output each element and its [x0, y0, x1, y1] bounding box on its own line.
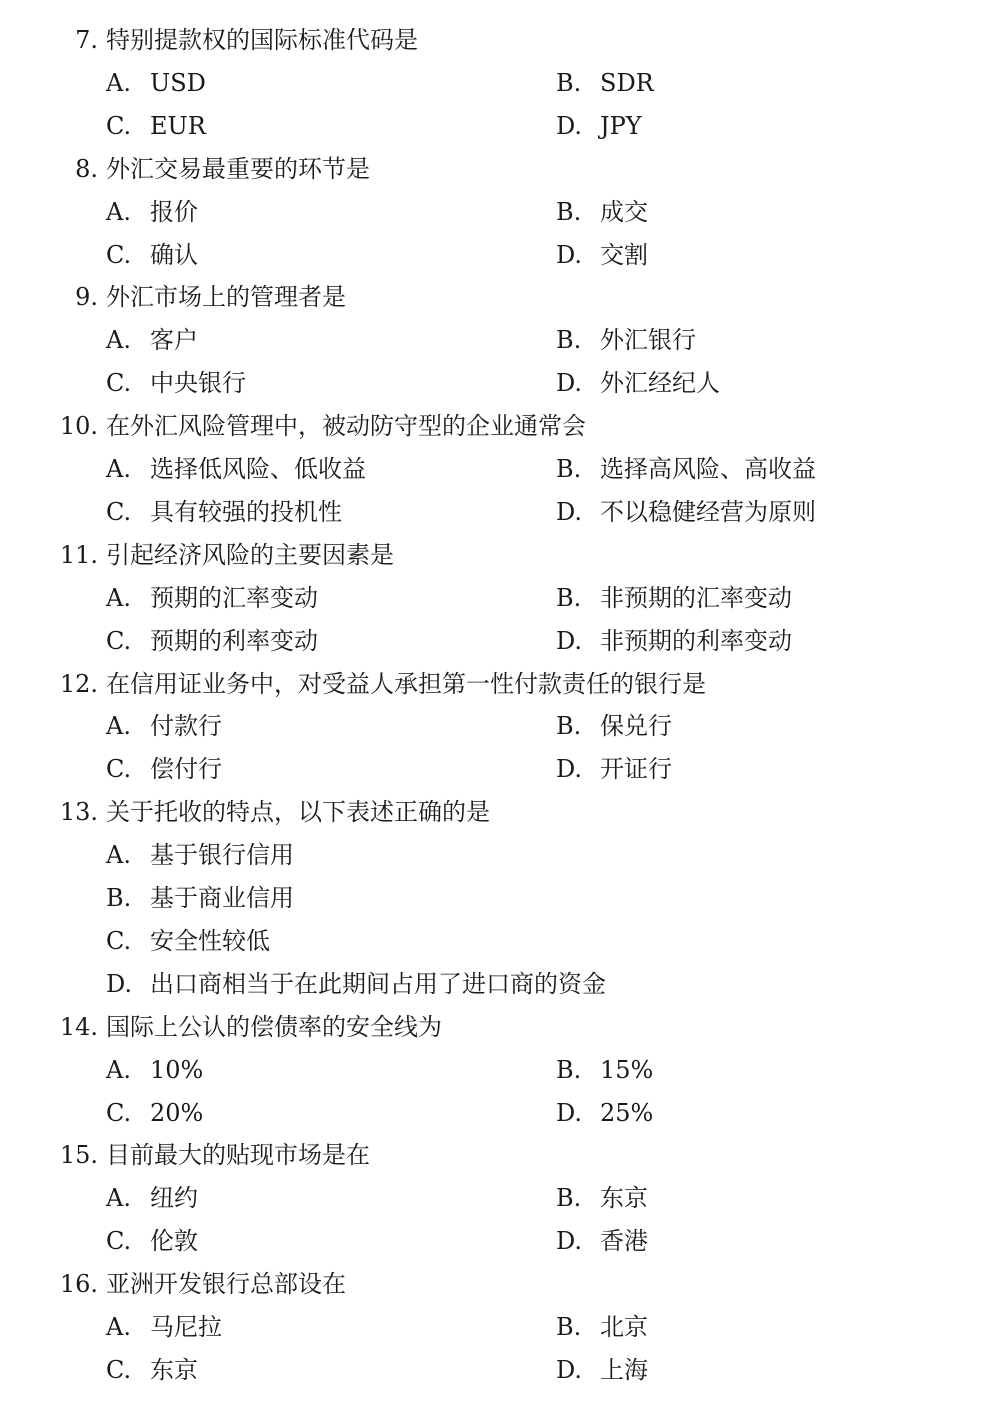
option	[106, 65, 206, 101]
option-label: B.	[556, 583, 582, 612]
question-stem: 国际上公认的偿债率的安全线为	[106, 1012, 442, 1041]
option-text: 成交	[600, 197, 648, 226]
option-label: C.	[106, 369, 132, 398]
option-text: 预期的利率变动	[150, 626, 318, 655]
option-label: D.	[556, 497, 583, 526]
option-label: C.	[106, 1098, 132, 1127]
option-text: 10%	[150, 1055, 204, 1084]
option-label: A.	[106, 841, 131, 870]
option	[106, 1180, 198, 1216]
option-label: B.	[556, 455, 582, 483]
option-label: C.	[106, 111, 132, 140]
option-text: EUR	[150, 111, 206, 140]
option	[556, 1223, 648, 1259]
question-number: 14.	[59, 1012, 98, 1041]
option-label: D.	[556, 240, 583, 269]
option-label: A.	[106, 583, 131, 612]
option-label: A.	[106, 1313, 131, 1341]
option-text: 中央银行	[150, 369, 246, 398]
option	[106, 880, 294, 916]
option-label: B.	[556, 68, 582, 97]
question-line	[0, 1137, 1000, 1173]
question-stem: 在信用证业务中，对受益人承担第一性付款责任的银行是	[106, 669, 706, 698]
option	[106, 1352, 198, 1388]
question-stem: 特别提款权的国际标准代码是	[106, 26, 418, 54]
option-text: 基于商业信用	[150, 884, 294, 912]
option-text: 北京	[600, 1313, 648, 1341]
question-line	[0, 22, 1000, 58]
option-text: 东京	[600, 1184, 648, 1213]
question-line	[0, 1009, 1000, 1045]
option-label: B.	[556, 197, 582, 226]
question-number: 11.	[59, 540, 98, 569]
question-stem: 外汇交易最重要的环节是	[106, 154, 370, 183]
option-text: SDR	[600, 68, 654, 97]
option	[106, 580, 318, 616]
option-text: 出口商相当于在此期间占用了进口商的资金	[150, 969, 606, 998]
option-label: C.	[106, 926, 132, 955]
option-text: 纽约	[150, 1184, 198, 1213]
option-label: C.	[106, 1355, 132, 1384]
option	[106, 1223, 198, 1259]
question-stem: 目前最大的贴现市场是在	[106, 1141, 370, 1170]
option-label: A.	[106, 1184, 131, 1213]
option-text: 不以稳健经营为原则	[600, 497, 816, 526]
option-text: 保兑行	[600, 712, 672, 741]
option-label: D.	[556, 1227, 583, 1256]
option-label: A.	[106, 68, 131, 97]
option-text: 选择高风险、高收益	[600, 455, 816, 483]
question-stem: 外汇市场上的管理者是	[106, 283, 346, 312]
question-line	[0, 151, 1000, 187]
option-text: 外汇银行	[600, 326, 696, 355]
option	[556, 194, 648, 230]
option-label: B.	[556, 1184, 582, 1213]
option	[556, 751, 672, 787]
option-label: D.	[556, 1098, 583, 1127]
option-text: 偿付行	[150, 755, 222, 784]
option-text: 预期的汇率变动	[150, 583, 318, 612]
option-label: A.	[106, 1055, 131, 1084]
option-label: D.	[556, 1355, 583, 1384]
option-label: D.	[556, 626, 583, 655]
option	[106, 194, 198, 230]
option	[106, 708, 222, 744]
option-text: 具有较强的投机性	[150, 497, 342, 526]
option-text: 非预期的利率变动	[600, 626, 792, 655]
option-text: 伦敦	[150, 1227, 198, 1256]
option	[556, 365, 720, 401]
option	[556, 494, 816, 530]
option-label: B.	[556, 712, 582, 741]
option-label: A.	[106, 197, 131, 226]
option-text: 选择低风险、低收益	[150, 455, 366, 483]
option	[556, 1180, 648, 1216]
question-line	[0, 794, 1000, 830]
option-label: B.	[556, 326, 582, 355]
option	[556, 1095, 653, 1131]
option-label: C.	[106, 240, 132, 269]
option-label: D.	[106, 969, 133, 998]
question-number: 13.	[59, 798, 98, 827]
option-label: D.	[556, 111, 583, 140]
question-number: 9.	[75, 283, 98, 312]
option	[556, 623, 792, 659]
option	[106, 837, 294, 873]
question-number: 12.	[59, 669, 98, 698]
option	[106, 966, 606, 1002]
option	[106, 237, 198, 273]
option-text: 基于银行信用	[150, 841, 294, 870]
option-label: B.	[106, 884, 132, 912]
option-label: D.	[556, 755, 583, 784]
option	[106, 1052, 203, 1088]
option-text: 开证行	[600, 755, 672, 784]
option-text: 付款行	[150, 712, 222, 741]
option-label: C.	[106, 497, 132, 526]
option	[106, 365, 246, 401]
option	[556, 237, 648, 273]
option-label: D.	[556, 369, 583, 398]
question-line	[0, 279, 1000, 315]
question-line	[0, 1266, 1000, 1302]
question-line	[0, 666, 1000, 702]
option-text: 上海	[600, 1355, 648, 1384]
option	[106, 1309, 222, 1345]
option-text: 确认	[150, 240, 198, 269]
option	[106, 451, 366, 487]
option	[556, 108, 642, 144]
option	[106, 623, 318, 659]
option-label: A.	[106, 712, 131, 741]
option-text: 香港	[600, 1227, 648, 1256]
option-text: 交割	[600, 240, 648, 269]
option	[556, 322, 696, 358]
option-text: 马尼拉	[150, 1313, 222, 1341]
option	[556, 451, 816, 487]
option-label: A.	[106, 326, 131, 355]
question-stem: 关于托收的特点，以下表述正确的是	[106, 798, 490, 827]
option-text: 客户	[150, 326, 198, 355]
option-text: 非预期的汇率变动	[600, 583, 792, 612]
option-label: B.	[556, 1313, 582, 1341]
question-stem: 在外汇风险管理中，被动防守型的企业通常会	[106, 412, 586, 441]
option	[106, 322, 198, 358]
option-text: JPY	[600, 111, 642, 140]
question-line	[0, 537, 1000, 573]
option	[556, 1352, 648, 1388]
question-number: 15.	[59, 1141, 98, 1170]
question-line	[0, 408, 1000, 444]
option	[556, 580, 792, 616]
option-text: 20%	[150, 1098, 204, 1127]
option	[106, 108, 206, 144]
option-text: USD	[150, 68, 206, 97]
option-text: 东京	[150, 1355, 198, 1384]
option-text: 报价	[150, 197, 198, 226]
question-number: 16.	[59, 1270, 98, 1299]
option-text: 外汇经纪人	[600, 369, 720, 398]
option	[556, 1052, 653, 1088]
option	[556, 708, 672, 744]
option-text: 15%	[600, 1055, 654, 1084]
option-text: 25%	[600, 1098, 654, 1127]
question-number: 8.	[75, 154, 98, 183]
question-number: 7.	[75, 26, 98, 54]
question-number: 10.	[59, 412, 98, 441]
option	[106, 751, 222, 787]
option-label: C.	[106, 755, 132, 784]
option-label: C.	[106, 626, 132, 655]
option	[106, 923, 270, 959]
option	[556, 65, 654, 101]
option-label: A.	[106, 455, 131, 483]
option-label: C.	[106, 1227, 132, 1256]
option	[106, 494, 342, 530]
question-stem: 引起经济风险的主要因素是	[106, 540, 394, 569]
option-label: B.	[556, 1055, 582, 1084]
option-text: 安全性较低	[150, 926, 270, 955]
option	[106, 1095, 203, 1131]
option	[556, 1309, 648, 1345]
question-stem: 亚洲开发银行总部设在	[106, 1270, 346, 1299]
